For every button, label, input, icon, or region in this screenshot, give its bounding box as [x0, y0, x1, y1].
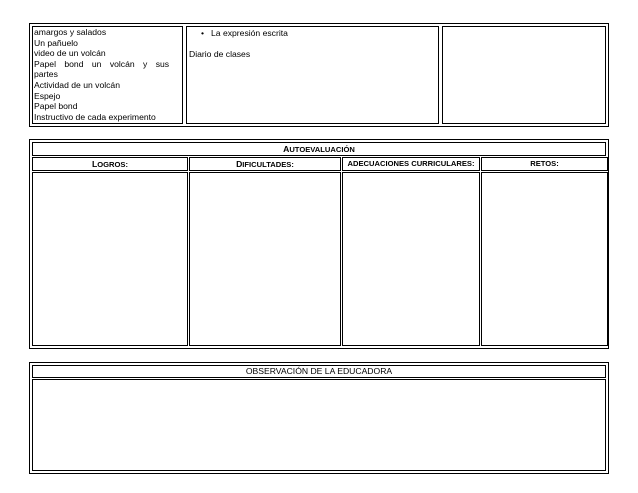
title-rest: UTOEVALUACIÓN: [289, 145, 355, 154]
dificultades-cell: [189, 172, 341, 346]
header-logros: [32, 157, 188, 171]
material-item: Actividad de un volcán: [34, 79, 120, 90]
lesson-plan-continuation-table: [29, 23, 609, 127]
logros-cell: [32, 172, 188, 346]
observacion-title: OBSERVACIÓN DE LA EDUCADORA: [32, 365, 606, 378]
header-rest: ADECUACIONES CURRICULARES:: [347, 159, 475, 168]
evaluation-diary: Diario de clases: [189, 48, 251, 59]
header-rest: OGROS:: [97, 160, 129, 169]
header-rest: RETOS:: [530, 159, 559, 168]
material-item: partes: [34, 69, 58, 80]
header-retos: [481, 157, 608, 171]
header-dificultades: [189, 157, 341, 171]
title-initial: A: [283, 144, 290, 154]
header-adecuaciones: [342, 157, 480, 171]
header-rest: IFICULTADES:: [242, 160, 294, 169]
observacion-table: [29, 362, 609, 474]
header-initial: D: [236, 159, 243, 169]
material-item: Instructivo de cada experimento: [34, 111, 156, 122]
material-item: Un pañuelo: [34, 37, 78, 48]
observacion-body-cell: [32, 379, 606, 471]
material-item-justified: [33, 59, 182, 70]
adecuaciones-cell: [342, 172, 480, 346]
material-item: Papel bond un volcán y sus: [34, 58, 170, 69]
evaluation-cell: [186, 26, 439, 124]
empty-cell: [442, 26, 606, 124]
retos-cell: [481, 172, 608, 346]
material-item: video de un volcán: [34, 48, 106, 59]
material-item: amargos y salados: [34, 27, 107, 37]
header-initial: L: [91, 159, 98, 169]
material-item: Papel bond: [34, 101, 78, 112]
materials-list: [33, 27, 182, 122]
autoevaluacion-title: [32, 142, 606, 156]
evaluation-bullet: [187, 28, 438, 39]
evaluation-bullet-text: La expresión escrita: [211, 28, 288, 38]
materials-cell: [32, 26, 183, 124]
autoevaluacion-table: [29, 139, 609, 349]
bullet-icon: •: [201, 28, 205, 38]
material-item: Espejo: [34, 90, 61, 101]
